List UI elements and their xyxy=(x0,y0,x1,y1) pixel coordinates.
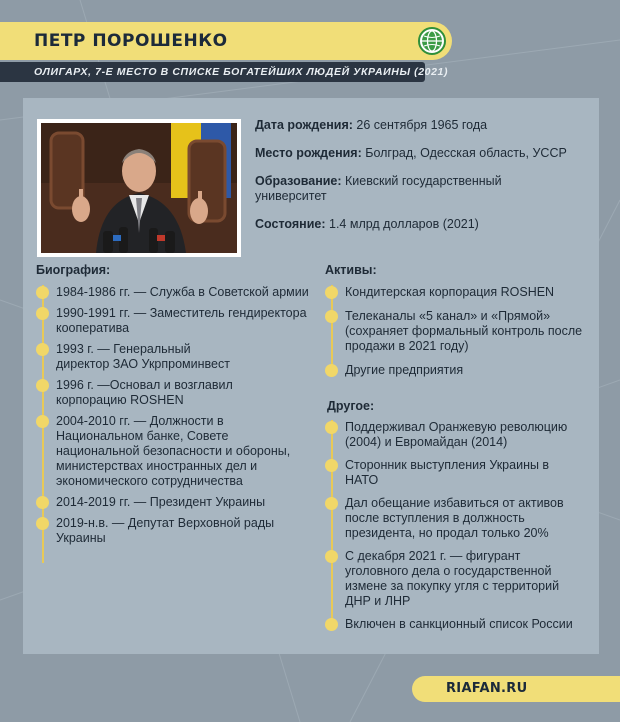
fact-value: Киевский государственный университет xyxy=(255,174,502,203)
other-item xyxy=(325,458,560,488)
facts-list xyxy=(255,118,585,245)
assets-item xyxy=(325,363,585,378)
biography-heading: Биография: xyxy=(36,263,111,277)
timeline-dot-icon xyxy=(325,618,338,631)
timeline-dot-icon xyxy=(36,343,49,356)
other-item xyxy=(325,617,587,632)
biography-item-text: 2019-н.в. — Депутат Верховной рады Украины xyxy=(56,516,275,545)
biography-item xyxy=(36,378,246,408)
fact-birth-date xyxy=(255,118,585,133)
biography-item-text: 1990-1991 гг. — Заместитель гендиректора кооператива xyxy=(56,306,307,335)
fact-net-worth xyxy=(255,217,585,232)
fact-birth-place xyxy=(255,146,585,161)
portrait-image xyxy=(41,123,237,253)
timeline-dot-icon xyxy=(36,517,49,530)
assets-timeline xyxy=(325,285,585,378)
timeline-dot-icon xyxy=(325,310,338,323)
assets-item xyxy=(325,309,585,354)
subtitle-bar xyxy=(0,62,449,82)
site-link[interactable]: RIAFAN.RU xyxy=(446,681,528,696)
other-item xyxy=(325,549,587,609)
other-item-text: С декабря 2021 г. — фигурант уголовного дела о государственной измене за покупку угля с территорий ДНР и ЛНР xyxy=(345,549,560,608)
fact-label: Место рождения: xyxy=(255,146,362,160)
assets-item-text: Телеканалы «5 канал» и «Прямой» (сохраняет формальный контроль после продажи в 2021 году) xyxy=(345,309,583,353)
other-timeline xyxy=(325,420,587,632)
other-heading: Другое: xyxy=(327,399,375,413)
timeline-dot-icon xyxy=(325,421,338,434)
timeline-dot-icon xyxy=(36,286,49,299)
biography-item-text: 1996 г. —Основал и возглавил корпорацию ROSHEN xyxy=(56,378,233,407)
title-bar xyxy=(0,22,452,60)
fact-label: Образование: xyxy=(255,174,342,188)
fact-value: Болград, Одесская область, УССР xyxy=(361,146,567,160)
biography-item xyxy=(36,414,311,489)
fact-label: Дата рождения: xyxy=(255,118,353,132)
timeline-dot-icon xyxy=(36,379,49,392)
assets-item xyxy=(325,285,585,300)
biography-item-text: 1993 г. — Генеральный директор ЗАО Укрпроминвест xyxy=(56,342,230,371)
other-item xyxy=(325,420,587,450)
fact-label: Состояние: xyxy=(255,217,326,231)
other-item-text: Включен в санкционный список России xyxy=(345,617,573,631)
fact-education xyxy=(255,174,525,204)
biography-item xyxy=(36,285,311,300)
portrait-photo xyxy=(37,119,241,257)
biography-item-text: 1984-1986 гг. — Служба в Советской армии xyxy=(56,285,309,299)
biography-item-text: 2014-2019 гг. — Президент Украины xyxy=(56,495,266,509)
timeline-dot-icon xyxy=(36,307,49,320)
globe-logo-icon xyxy=(418,27,446,55)
timeline-dot-icon xyxy=(36,415,49,428)
assets-item-text: Другие предприятия xyxy=(345,363,464,377)
page-title: ПЕТР ПОРОШЕНКО xyxy=(34,31,228,51)
timeline-dot-icon xyxy=(325,550,338,563)
biography-timeline xyxy=(36,285,311,546)
fact-value: 1.4 млрд долларов (2021) xyxy=(325,217,479,231)
footer-bar xyxy=(412,676,620,702)
other-item-text: Дал обещание избавиться от активов после вступления в должность президента, но продал только 20% xyxy=(345,496,564,540)
timeline-dot-icon xyxy=(325,286,338,299)
fact-value: 26 сентября 1965 года xyxy=(352,118,488,132)
timeline-dot-icon xyxy=(325,459,338,472)
biography-item-text: 2004-2010 гг. — Должности в Национальном банке, Совете национальной безопасности и обороны, министерствах иностранных дел и экономического сотрудничества xyxy=(56,414,291,488)
biography-item xyxy=(36,516,311,546)
biography-item xyxy=(36,495,311,510)
other-item xyxy=(325,496,587,541)
info-card xyxy=(23,98,599,654)
biography-item xyxy=(36,306,311,336)
subtitle: ОЛИГАРХ, 7-Е МЕСТО В СПИСКЕ БОГАТЕЙШИХ ЛЮДЕЙ УКРАИНЫ (2021) xyxy=(34,66,449,78)
biography-item xyxy=(36,342,246,372)
assets-item-text: Кондитерская корпорация ROSHEN xyxy=(345,285,555,299)
other-item-text: Поддерживал Оранжевую революцию (2004) и Евромайдан (2014) xyxy=(345,420,568,449)
timeline-dot-icon xyxy=(325,497,338,510)
assets-heading: Активы: xyxy=(325,263,377,277)
timeline-dot-icon xyxy=(36,496,49,509)
other-item-text: Сторонник выступления Украины в НАТО xyxy=(345,458,550,487)
timeline-dot-icon xyxy=(325,364,338,377)
